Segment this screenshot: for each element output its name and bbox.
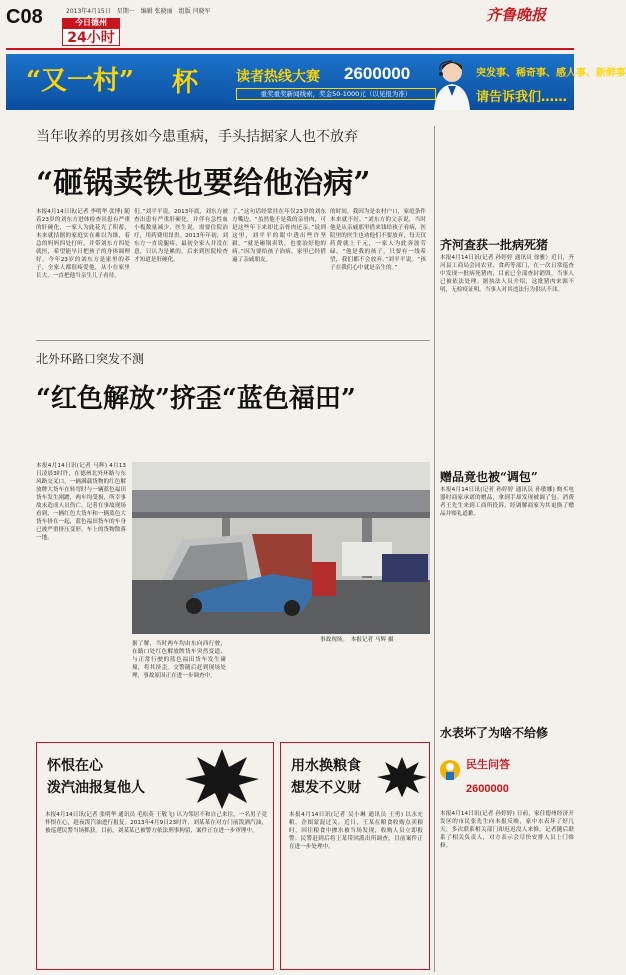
right-headline-3: 水表坏了为啥不给修 xyxy=(440,726,549,740)
box-left xyxy=(36,742,274,970)
operator-figure-icon xyxy=(430,56,474,110)
box-left-head-2: 泼汽油报复他人 xyxy=(47,780,145,796)
story2-col-1: 本报4月14日讯(记者 马辉) 4月13日凌晨3时许，在德州北外环路与东风路交叉口，一辆满载货物的红色解放牌大货车在转弯时与一辆蓝色福田货车发生剐蹭，两车均受损，所幸事故未造成人员伤亡。记者在事故现场看到，一辆红色大货车和一辆蓝色大货车挤在一起，蓝色福田货车的车身已被严重挤压变形，车上的货物散落一地。 xyxy=(36,463,126,541)
banner-prize: 2600000 xyxy=(344,64,411,83)
lead-col-3: 了。”这句话经常挂在年仅23岁的刘东方嘴边。“虽然他不是我的亲骨肉，可是这些年下来却比亲骨肉还亲。”说到这里，刘平平的眼中透出些许坚毅，“就是砸锅卖铁，也要治好他的病。”因为要给孩子治病，家里已经借遍了亲戚朋友。 xyxy=(232,209,326,263)
banner-subtitle: 读者热线大赛 xyxy=(236,69,320,85)
starburst-icon xyxy=(185,749,259,809)
page-number: C08 xyxy=(6,6,43,28)
story2-col-2: 据了解，当时两车均由东向西行驶，在路口处红色解放牌货车突然变道，与正常行驶的蓝色福田货车发生碰撞，将其挤歪。交警随后赶到现场处理，事故原因正在进一步调查中。 xyxy=(132,641,226,679)
contest-banner[interactable] xyxy=(6,54,626,110)
paper-logo: 齐鲁晚报 xyxy=(486,6,547,24)
right-text-3a xyxy=(534,746,574,806)
right-text-3: 本报4月14日讯(记者 孙婷婷) 日前，家住德州经济开发区的市民张先生向本报反映，家中水表坏了好几天，多次联系相关部门却迟迟没人来修。记者随后联系了相关负责人，对方表示会尽快安排人员上门维修。 xyxy=(440,811,574,849)
right-text-1: 本报4月14日讯(记者 孙婷婷 通讯员 徐雅）近日，齐河县工商局会同农业、食药等部门，在一次日常巡查中发现一批病死猪肉，目前已全部查封销毁。当事人已被依法处理。据执法人员介绍，这批猪肉来源不明，无检疫证明，当事人对其违法行为供认不讳。 xyxy=(440,255,574,293)
story2-headline: “红色解放”挤歪“蓝色福田” xyxy=(36,384,356,414)
right-text-2: 本报4月14日讯(记者 孙婷婷 通讯员 孙敏娜) 购买电器时商家承诺的赠品，拿到手却发现被调了包。消费者王先生来到工商所投诉，经调解商家为其更换了赠品并赔礼道歉。 xyxy=(440,487,574,517)
box-left-head-1: 怀恨在心 xyxy=(47,758,103,774)
header-rule xyxy=(6,48,574,50)
accident-photo[interactable] xyxy=(132,462,430,634)
box-mid-head-2: 想发不义财 xyxy=(291,780,361,796)
right-headline-1: 齐河查获一批病死猪 xyxy=(440,238,549,252)
banner-right-line1: 突发事、稀奇事、感人事、新鲜事 xyxy=(476,68,626,79)
ad-phone: 2600000 xyxy=(466,783,509,795)
starburst-icon xyxy=(377,749,427,805)
box-left-text: 本报4月14日讯(记者 张明华 通讯员 毛松英 王敬飞) 认为邻居不和自己来往，一名男子竟怀恨在心，趁夜泼汽油进行报复。2013年4月9日23时许，刘某某在对方门前泼洒汽油，被巡逻民警当场抓获。目前，刘某某已被警方依法刑事拘留，案件正在进一步审理中。 xyxy=(45,812,267,834)
lead-headline: “砸锅卖铁也要给他治病” xyxy=(36,166,371,201)
ad-name: 民生问答 xyxy=(466,758,510,771)
section-name: 24小时 xyxy=(62,28,120,46)
box-middle xyxy=(280,742,430,970)
section-divider xyxy=(36,340,430,341)
lead-col-1: 本报4月14日讯(记者 李明华 张博) 随着23岁的刘东方进体检查出患有严重的肝硬化，一家人为此花光了积蓄，本来就拮据的家庭实在难以为继，着急的妈妈四处打听，并带刘东方四处就医，希望能早日把孩子的身体调理好。今年23岁的刘东方是家里的养子，全家人都很疼爱他，从小在家里长大，一直把他当亲生儿子看待。 xyxy=(36,209,130,279)
box-mid-text: 本报4月14日讯(记者 吴小琳 通讯员 王勇) 以水充粮，企图蒙混过关。近日，王某在粮食收购点卖粮时，因往粮食中掺水被当场发现，收购人员立即报警。民警赶到后将王某带回派出所调查，目前案件正在进一步处理中。 xyxy=(289,812,423,850)
page-header xyxy=(0,0,580,48)
box-mid-head-1: 用水换粮食 xyxy=(291,758,361,774)
banner-cup: 杯 xyxy=(172,68,199,98)
minsheng-ad[interactable] xyxy=(438,752,530,802)
banner-subline: 重奖重奖新闻线索，奖金50-1000元（以见报为准） xyxy=(236,88,436,100)
column-rule xyxy=(434,126,435,972)
right-headline-2: 赠品竟也被“调包” xyxy=(440,470,538,484)
story2-kicker: 北外环路口突发不测 xyxy=(36,352,145,366)
banner-right-line2: 请告诉我们…… xyxy=(476,90,568,105)
banner-title: “又一村” xyxy=(26,66,134,96)
photo-caption: 事故现场。 本报记者 马辉 摄 xyxy=(320,637,394,643)
section-tag: 今日德州 xyxy=(62,18,120,28)
lead-col-4: 的时间，我因为是农村户口，家庭条件本来就不好。“刘东方的父亲说，当时他是从亲戚那里借来钱给孩子看病，医院里的医生也劝他们不要放弃，每天仅药费就上千元，一家人为此奔波劳碌。“他是我的孩子，只要有一线希望，我们都不会放弃。”刘平平说。“孩子在我们心中就是亲生的。” xyxy=(330,209,426,271)
lead-subtitle: 当年收养的男孩如今患重病，手头拮据家人也不放弃 xyxy=(36,129,358,145)
header-meta: 2013年4月15日 星期一 编辑 张晓丽 组版 闫晓军 xyxy=(66,8,211,15)
lead-col-2: 们。”刘平平说。2013年底，刘东方被查出患有严重肝硬化，并伴有急性血小板数量减少，医生说，需要住院治疗，用药费用昂贵。2013年年初，刘东方一直说腿疼，最初全家人并没在意，只认为是累的，后来到医院检查才知道是肝硬化。 xyxy=(134,209,228,263)
